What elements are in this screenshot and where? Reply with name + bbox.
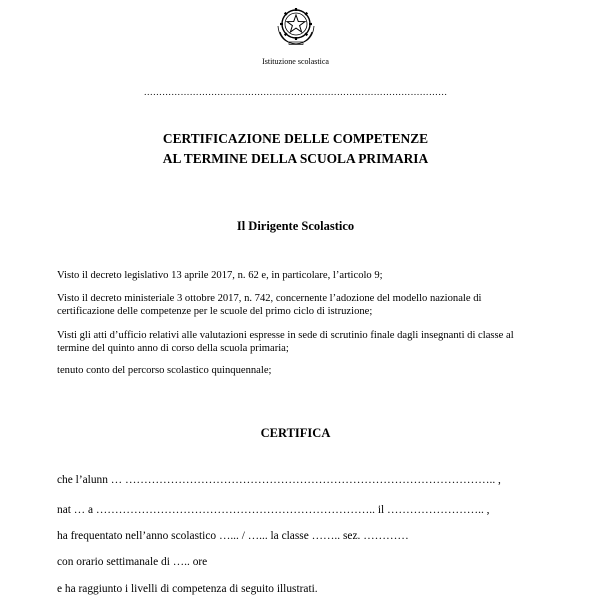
emblem-icon [274, 2, 318, 46]
weekly-hours-field: con orario settimanale di ….. ore [57, 556, 208, 568]
certifica-heading: CERTIFICA [260, 426, 331, 440]
signer-heading: Il Dirigente Scolastico [236, 219, 355, 233]
recital-line: certificazione delle competenze per le scuole del primo ciclo di istruzione; [57, 306, 373, 317]
institution-field: ……………………………………………………………………………………… [143, 87, 448, 97]
competence-statement: e ha raggiunto i livelli di competenza di seguito illustrati. [57, 583, 318, 595]
recital-line: termine del quinto anno di corso della scuola primaria; [57, 343, 289, 354]
recital-line: tenuto conto del percorso scolastico quinquennale; [57, 365, 272, 376]
birth-info-field: nat … a ……………………………………………………………….. il …………………….. , [57, 504, 490, 516]
student-name-field: che l’alunn … …………………………………………………………………………………….. , [57, 474, 501, 486]
institution-label: Istituzione scolastica [262, 57, 329, 66]
school-year-field: ha frequentato nell’anno scolastico …... / …... la classe …….. sez. ………… [57, 530, 409, 542]
recital-line: Visti gli atti d’ufficio relativi alle valutazioni espresse in sede di scrutinio finale dagli insegnanti di classe al [57, 330, 514, 341]
recital-line: Visto il decreto legislativo 13 aprile 2017, n. 62 e, in particolare, l’articolo 9; [57, 270, 383, 281]
document-title-line1: CERTIFICAZIONE DELLE COMPETENZE [162, 131, 429, 146]
recital-line: Visto il decreto ministeriale 3 ottobre 2017, n. 742, concernente l’adozione del modello nazionale di [57, 293, 482, 304]
document-title-line2: AL TERMINE DELLA SCUOLA PRIMARIA [162, 151, 429, 166]
